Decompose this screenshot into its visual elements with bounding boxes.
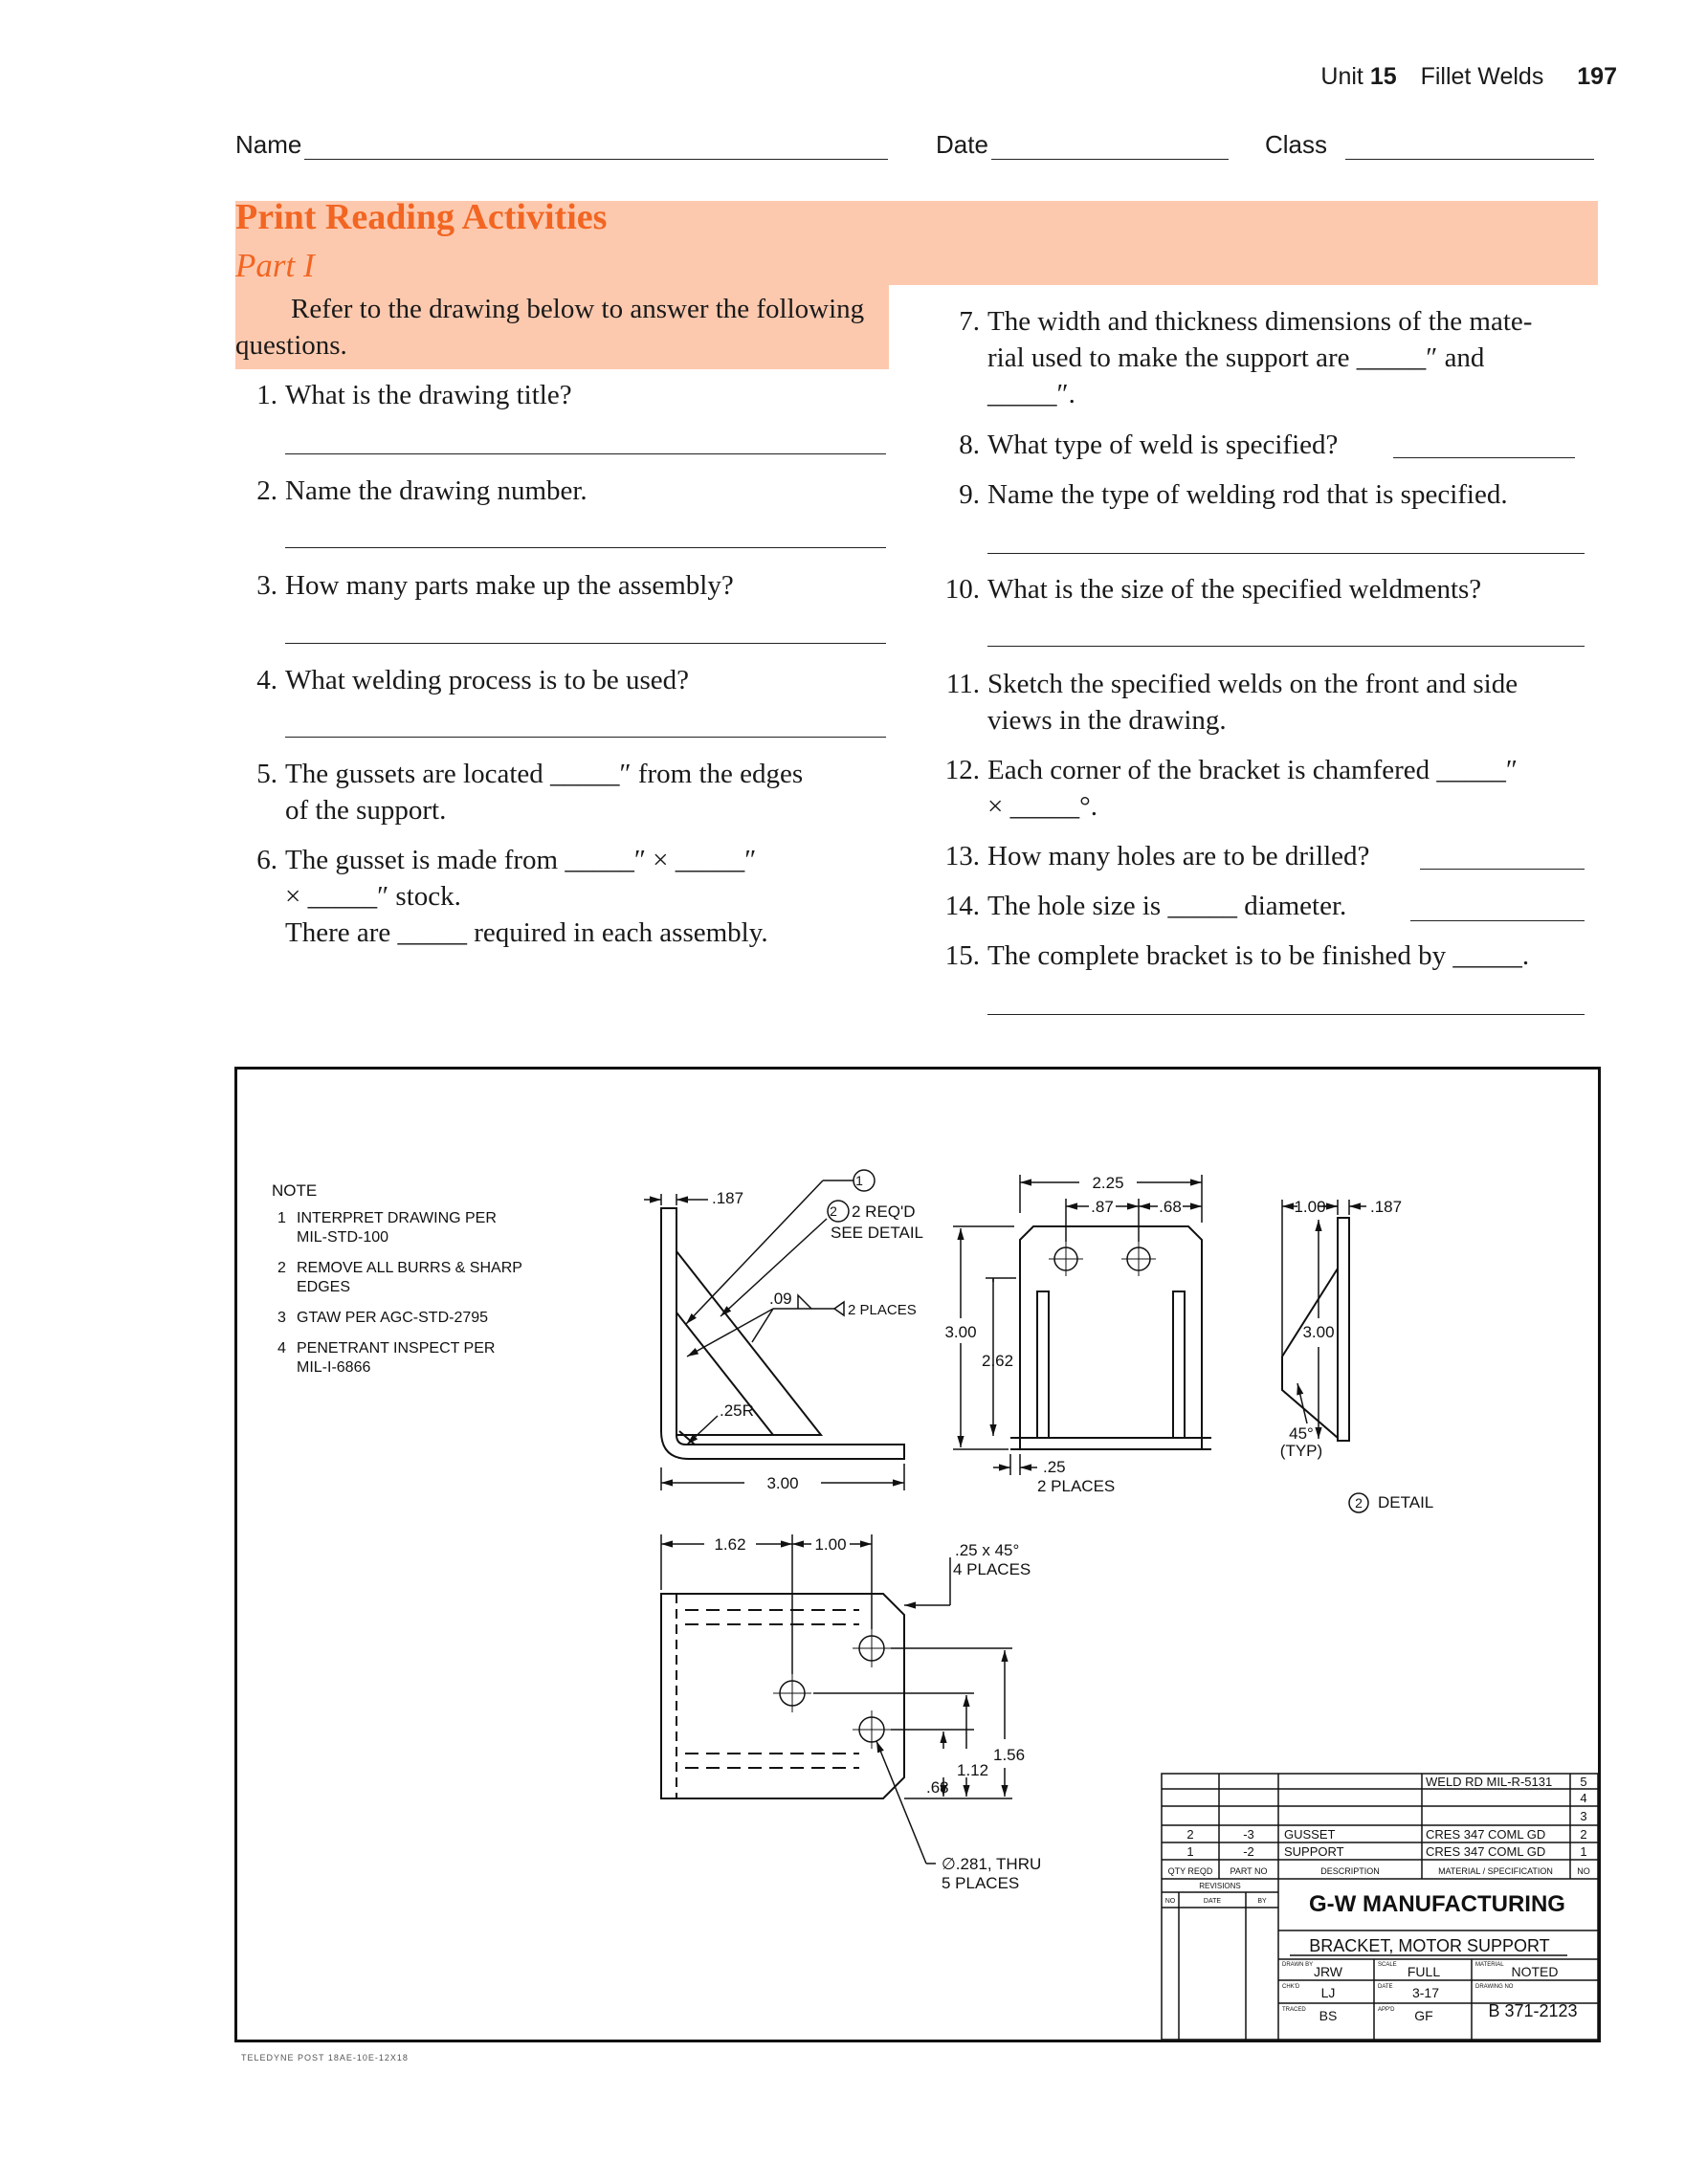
answer-line-4[interactable] (285, 737, 886, 738)
tb-date-lbl: DATE (1378, 1984, 1393, 1990)
note-2-l2: EDGES (297, 1279, 351, 1295)
dim-68-side: .68 (1159, 1198, 1182, 1216)
tb-drawing-no-lbl: DRAWING NO (1475, 1984, 1514, 1990)
note-2-l1: REMOVE ALL BURRS & SHARP (297, 1260, 522, 1276)
tb-gusset-part: -3 (1243, 1827, 1254, 1842)
note-2-num: 2 (277, 1260, 286, 1276)
dim-162: 1.62 (714, 1535, 746, 1554)
dim-100-detail: 1.00 (1294, 1198, 1326, 1216)
tb-drawing-number: B 371-2123 (1488, 2001, 1578, 2020)
dim-225: 2.25 (1092, 1174, 1124, 1192)
dim-25r: .25R (720, 1401, 754, 1420)
tb-hdr-mat: MATERIAL / SPECIFICATION (1438, 1866, 1553, 1876)
tb-row-5: 5 (1580, 1775, 1587, 1789)
dim-2-places-side: 2 PLACES (1037, 1477, 1116, 1495)
tb-scale-lbl: SCALE (1378, 1962, 1397, 1968)
tb-drawn-by-lbl: DRAWN BY (1282, 1962, 1314, 1968)
class-label: Class (1265, 130, 1328, 159)
tb-drawing-title: BRACKET, MOTOR SUPPORT (1309, 1936, 1550, 1955)
dim-300-detail: 3.00 (1302, 1323, 1335, 1341)
unit-label: Unit (1320, 63, 1363, 90)
tb-chkd: LJ (1320, 1985, 1336, 2000)
tb-weld-rod: WELD RD MIL-R-5131 (1426, 1775, 1553, 1789)
detail-label: DETAIL (1378, 1493, 1434, 1511)
gusset-detail (1279, 1200, 1368, 1512)
answer-line-2[interactable] (285, 547, 886, 548)
tb-drawn-by: JRW (1313, 1964, 1343, 1979)
dim-100-top: 1.00 (814, 1535, 847, 1554)
note-1-l1: INTERPRET DRAWING PER (297, 1210, 497, 1226)
name-field[interactable] (304, 159, 888, 160)
tb-company: G-W MANUFACTURING (1309, 1891, 1565, 1917)
note-1-l2: MIL-STD-100 (297, 1229, 389, 1246)
dim-300-side: 3.00 (944, 1323, 977, 1341)
answer-line-14[interactable] (1410, 920, 1585, 921)
footer-code: TELEDYNE POST 18AE-10E-12X18 (241, 2053, 409, 2063)
dim-2-reqd: 2 REQ'D (852, 1202, 916, 1221)
dim-5-places: 5 PLACES (942, 1874, 1020, 1892)
answer-line-13[interactable] (1420, 869, 1585, 870)
tb-support-no: 1 (1580, 1844, 1587, 1859)
dim-25-side: .25 (1043, 1458, 1066, 1476)
tb-traced: BS (1319, 2008, 1338, 2023)
answer-line-15[interactable] (987, 1014, 1585, 1015)
tb-row-4: 4 (1580, 1791, 1587, 1805)
tb-chkd-lbl: CHK'D (1282, 1984, 1300, 1990)
note-4-num: 4 (277, 1340, 286, 1357)
tb-material-lbl: MATERIAL (1475, 1962, 1504, 1968)
note-3-num: 3 (277, 1310, 286, 1326)
tb-gusset-qty: 2 (1186, 1827, 1194, 1842)
section-part: Part I (235, 247, 315, 284)
dim-187-front: .187 (712, 1189, 744, 1207)
page-header (1320, 63, 1617, 91)
balloon-2a: 2 (830, 1203, 837, 1219)
tb-support-mat: CRES 347 COML GD (1426, 1844, 1546, 1859)
intro-text: Refer to the drawing below to answer the following questions. (235, 294, 865, 361)
note-3-l1: GTAW PER AGC-STD-2795 (297, 1310, 489, 1326)
dim-09: .09 (769, 1290, 792, 1308)
answer-line-8[interactable] (1393, 457, 1575, 458)
answer-line-1[interactable] (285, 453, 886, 454)
dim-156: 1.56 (993, 1746, 1026, 1764)
answer-line-3[interactable] (285, 643, 886, 644)
dim-4-places: 4 PLACES (953, 1560, 1031, 1578)
tb-rev-date: DATE (1203, 1898, 1222, 1905)
side-view (953, 1175, 1211, 1475)
note-4-l2: MIL-I-6866 (297, 1359, 371, 1376)
tb-rev-no: NO (1164, 1898, 1176, 1905)
dim-68-top: .68 (926, 1778, 949, 1797)
tb-traced-lbl: TRACED (1282, 2007, 1306, 2013)
top-view (661, 1534, 1012, 1864)
answer-line-9[interactable] (987, 553, 1585, 554)
notes-title: NOTE (272, 1181, 318, 1200)
dim-300-front: 3.00 (766, 1474, 799, 1492)
dim-typ: (TYP) (1279, 1442, 1323, 1460)
dim-see-detail: SEE DETAIL (831, 1224, 923, 1242)
unit-number: 15 (1369, 63, 1397, 90)
tb-support-part: -2 (1243, 1844, 1254, 1859)
class-field[interactable] (1345, 159, 1594, 160)
tb-scale: FULL (1407, 1964, 1441, 1979)
unit-title: Fillet Welds (1420, 63, 1544, 90)
tb-gusset-no: 2 (1580, 1827, 1587, 1842)
dim-112: 1.12 (957, 1761, 989, 1779)
technical-drawing (234, 1067, 1601, 2042)
date-label: Date (936, 130, 988, 159)
tb-rev-by: BY (1257, 1898, 1267, 1905)
dim-187-detail: .187 (1370, 1198, 1403, 1216)
balloon-2b: 2 (1355, 1495, 1363, 1511)
name-label: Name (235, 130, 302, 159)
tb-hdr-part: PART NO (1230, 1866, 1268, 1876)
tb-appd: GF (1414, 2008, 1433, 2023)
tb-date: 3-17 (1411, 1985, 1440, 2000)
dim-45: 45° (1289, 1424, 1314, 1443)
date-field[interactable] (991, 159, 1229, 160)
answer-line-10[interactable] (987, 646, 1585, 647)
dim-2-places-weld: 2 PLACES (848, 1302, 917, 1318)
dim-holes: ∅.281, THRU (942, 1855, 1042, 1873)
tb-support-qty: 1 (1186, 1844, 1194, 1859)
tb-revisions: REVISIONS (1199, 1882, 1241, 1890)
tb-material: NOTED (1511, 1964, 1559, 1979)
note-1-num: 1 (277, 1210, 286, 1226)
dim-262: 2.62 (982, 1352, 1014, 1370)
tb-appd-lbl: APP'D (1378, 2007, 1395, 2013)
tb-hdr-desc: DESCRIPTION (1320, 1866, 1380, 1876)
tb-gusset-desc: GUSSET (1284, 1827, 1336, 1842)
dim-87: .87 (1091, 1198, 1114, 1216)
section-title: Print Reading Activities (235, 197, 608, 237)
tb-row-3: 3 (1580, 1809, 1587, 1823)
tb-gusset-mat: CRES 347 COML GD (1426, 1827, 1546, 1842)
tb-hdr-no: NO (1577, 1866, 1590, 1876)
dim-chamfer: .25 x 45° (955, 1541, 1020, 1559)
tb-hdr-qty: QTY REQD (1167, 1866, 1213, 1876)
page-number: 197 (1577, 63, 1617, 90)
note-4-l1: PENETRANT INSPECT PER (297, 1340, 496, 1357)
balloon-1: 1 (855, 1173, 863, 1188)
tb-support-desc: SUPPORT (1284, 1844, 1344, 1859)
